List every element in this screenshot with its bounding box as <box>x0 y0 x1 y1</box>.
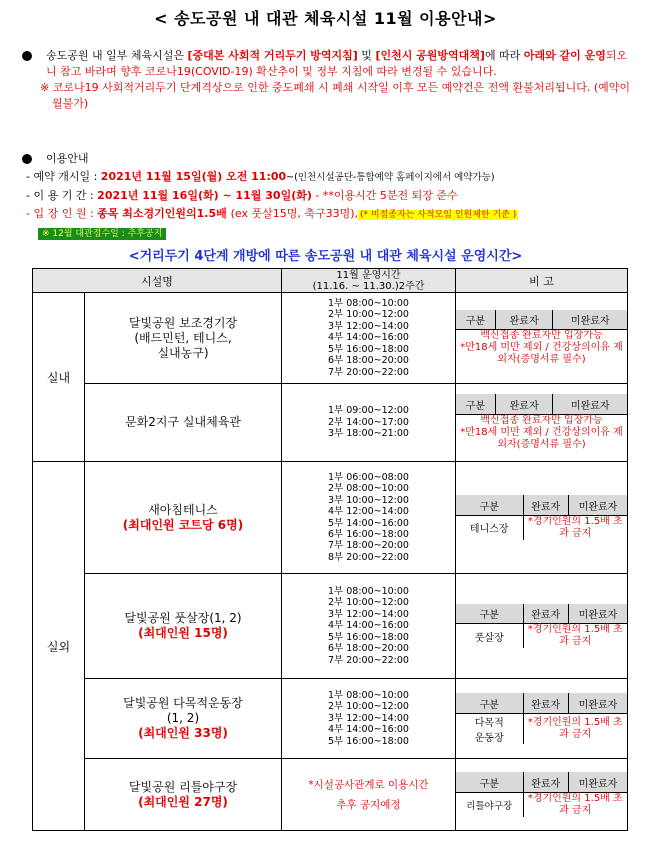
notice-highlight: [중대본 사회적 거리두기 방역지침] <box>187 49 358 62</box>
usage-heading: 이용안내 <box>46 152 89 165</box>
page-title: < 송도공원 내 대관 체육시설 11월 이용안내> <box>154 9 497 28</box>
usage-highlight: (* 미접종자는 사적모임 인원제한 기준 ) <box>359 210 517 220</box>
hour-slot: 3부 12:00~14:00 <box>328 712 409 724</box>
notice-text: 되오니 참고 바라며 향후 코로나19(COVID-19) 확산추이 및 정부 지침에 따라 변경될 수 있습니다. <box>46 49 628 78</box>
usage-line-period <box>26 187 642 205</box>
facility-max: (최대인원 27명) <box>138 794 228 809</box>
note-col-done: 완료자 <box>523 693 568 713</box>
notice-section <box>22 48 632 112</box>
usage-label: - 입 장 인 원 : <box>26 207 98 220</box>
header-hours-title: 11월 운영시간 <box>336 269 401 281</box>
usage-tail: ~(인천시설공단-통합예약 홈페이지에서 예약가능) <box>286 172 495 183</box>
hour-slot: 5부 16:00~18:00 <box>328 631 409 643</box>
note-col-type: 구분 <box>456 604 523 624</box>
usage-value: 2021년 11월 16일(화) ~ 11월 30일(화) <box>97 189 312 202</box>
hours-construction-note: *시설공사관계로 이용시간 추후 공지예정 <box>282 759 456 831</box>
header-note: 비 고 <box>456 269 628 293</box>
usage-line-reservation <box>26 168 642 187</box>
note-cell <box>456 462 628 574</box>
facility-max: (최대인원 코트당 6명) <box>122 517 244 532</box>
note-cell <box>456 574 628 679</box>
note-col-done: 완료자 <box>523 495 568 515</box>
capacity-note: *경기인원의 1.5배 초과 금지 <box>527 515 623 539</box>
vaccine-note: 백신접종 완료자만 입장가능 *만18세 미만 제외 / 건강상의이유 제외자(증명서류 필수) <box>460 330 623 366</box>
capacity-note: *경기인원의 1.5배 초과 금지 <box>527 792 623 816</box>
category-indoor: 실내 <box>33 293 85 462</box>
note-col-type: 구분 <box>456 772 523 792</box>
hour-slot: 1부 08:00~10:00 <box>328 586 409 598</box>
usage-line-capacity <box>26 205 642 224</box>
hour-slot: 1부 08:00~10:00 <box>328 689 409 701</box>
hour-slot: 5부 16:00~18:00 <box>328 735 409 747</box>
header-facility: 시설명 <box>33 269 282 293</box>
note-col-done: 완료자 <box>523 772 568 792</box>
facility-name <box>85 462 282 574</box>
facility-max: (최대인원 33명) <box>138 726 228 740</box>
hours-cell <box>282 293 456 384</box>
hour-slot: 6부 18:00~20:00 <box>328 643 409 655</box>
hour-slot: 2부 10:00~12:00 <box>328 309 409 321</box>
note-type: 풋살장 <box>456 624 523 649</box>
note-cell <box>456 679 628 759</box>
note-col-not: 미완료자 <box>553 394 627 414</box>
notice-refund: ※ 코로나19 사회적거리두기 단계격상으로 인한 중도폐쇄 시 폐쇄 시작일 이후 모든 예약건은 전액 환불처리됩니다. (예약이월불가) <box>40 81 630 110</box>
facility-name <box>85 759 282 831</box>
hour-slot: 3부 12:00~14:00 <box>328 320 409 332</box>
usage-label: - 예약 개시일 : <box>26 170 101 183</box>
notice-text: 에 따라 <box>484 49 524 62</box>
december-notice-badge: ※ 12월 대관접수일 : 추후공지 <box>38 228 166 240</box>
hour-slot: 4부 14:00~16:00 <box>328 332 409 344</box>
note-type: 다목적 운동장 <box>456 713 523 744</box>
usage-section <box>22 150 642 242</box>
hour-slot: 4부 14:00~16:00 <box>328 620 409 632</box>
hour-slot: 1부 09:00~12:00 <box>328 405 409 417</box>
hour-slot: 2부 14:00~17:00 <box>328 416 409 428</box>
notice-highlight: [인천시 공원방역대책] <box>375 49 485 62</box>
header-hours-period: (11.16. ~ 11.30.)2주간 <box>312 280 425 292</box>
note-col-done: 완료자 <box>523 604 568 624</box>
hours-cell <box>282 462 456 574</box>
hour-slot: 3부 12:00~14:00 <box>328 608 409 620</box>
capacity-note: *경기인원의 1.5배 초과 금지 <box>527 716 623 740</box>
capacity-note: *경기인원의 1.5배 초과 금지 <box>527 624 623 648</box>
note-col-not: 미완료자 <box>553 310 627 330</box>
hour-slot: 2부 10:00~12:00 <box>328 701 409 713</box>
usage-example: (ex 풋살15명, 축구33명), <box>230 207 358 220</box>
bullet-dot <box>22 154 32 164</box>
usage-label: - 이 용 기 간 : <box>26 189 98 202</box>
facility-name-text: 달빛공원 보조경기장 (배드민턴, 테니스, 실내농구) <box>128 315 238 360</box>
notice-text: 송도공원 내 일부 체육시설은 <box>46 49 188 62</box>
note-col-done: 완료자 <box>495 310 553 330</box>
table-subtitle: <거리두기 4단계 개방에 따른 송도공원 내 대관 체육시설 운영시간> <box>128 249 523 264</box>
hour-slot: 7부 20:00~22:00 <box>328 366 409 378</box>
hour-slot: 1부 08:00~10:00 <box>328 298 409 310</box>
note-col-not: 미완료자 <box>568 772 627 792</box>
note-col-type: 구분 <box>456 495 523 515</box>
note-col-done: 완료자 <box>495 394 553 414</box>
hour-slot: 7부 20:00~22:00 <box>328 654 409 666</box>
note-cell <box>456 384 628 462</box>
note-cell <box>456 293 628 384</box>
hour-slot: 5부 16:00~18:00 <box>328 343 409 355</box>
usage-tail: - **이용시간 5분전 퇴장 준수 <box>311 189 458 202</box>
facility-name <box>85 293 282 384</box>
vaccine-note: 백신접종 완료자만 입장가능 *만18세 미만 제외 / 건강상의이유 제외자(증명서류 필수) <box>460 414 623 450</box>
hours-cell <box>282 384 456 462</box>
note-type: 테니스장 <box>456 515 523 540</box>
note-col-not: 미완료자 <box>568 495 627 515</box>
hour-slot: 3부 10:00~12:00 <box>328 494 409 506</box>
facility-name-text: 달빛공원 풋살장(1, 2) <box>124 611 242 625</box>
facility-name-text: 달빛공원 리틀야구장 <box>128 779 238 794</box>
note-col-type: 구분 <box>456 693 523 713</box>
hour-slot: 2부 10:00~12:00 <box>328 597 409 609</box>
note-type: 리틀야구장 <box>456 792 523 817</box>
facility-max: (최대인원 15명) <box>138 626 228 640</box>
category-outdoor: 실외 <box>33 462 85 831</box>
facility-table <box>32 268 628 831</box>
hours-cell <box>282 679 456 759</box>
facility-name <box>85 679 282 759</box>
hour-slot: 6부 16:00~18:00 <box>328 528 409 540</box>
hour-slot: 5부 14:00~16:00 <box>328 517 409 529</box>
hour-slot: 2부 08:00~10:00 <box>328 483 409 495</box>
header-hours <box>282 269 456 293</box>
facility-name-text: 달빛공원 다목적운동장 (1, 2) <box>123 696 243 725</box>
note-col-type: 구분 <box>456 310 495 330</box>
facility-name: 문화2지구 실내체육관 <box>85 384 282 462</box>
facility-name-text: 새아침테니스 <box>148 502 218 517</box>
notice-highlight: 아래와 같이 운영 <box>523 49 606 62</box>
hour-slot: 4부 12:00~14:00 <box>328 506 409 518</box>
note-col-type: 구분 <box>456 394 495 414</box>
notice-text: 및 <box>357 49 376 62</box>
facility-name <box>85 574 282 679</box>
usage-value: 종목 최소경기인원의1.5배 <box>97 207 231 220</box>
note-col-not: 미완료자 <box>568 604 627 624</box>
hour-slot: 8부 20:00~22:00 <box>328 551 409 563</box>
hour-slot: 3부 18:00~21:00 <box>328 428 409 440</box>
note-cell <box>456 759 628 831</box>
hour-slot: 6부 18:00~20:00 <box>328 355 409 367</box>
hours-cell <box>282 574 456 679</box>
bullet-dot <box>22 51 32 61</box>
note-col-not: 미완료자 <box>568 693 627 713</box>
usage-value: 2021년 11월 15일(월) 오전 11:00 <box>100 170 287 183</box>
hour-slot: 1부 06:00~08:00 <box>328 471 409 483</box>
notice-paragraph <box>46 48 632 80</box>
hour-slot: 7부 18:00~20:00 <box>328 540 409 552</box>
hour-slot: 4부 14:00~16:00 <box>328 724 409 736</box>
